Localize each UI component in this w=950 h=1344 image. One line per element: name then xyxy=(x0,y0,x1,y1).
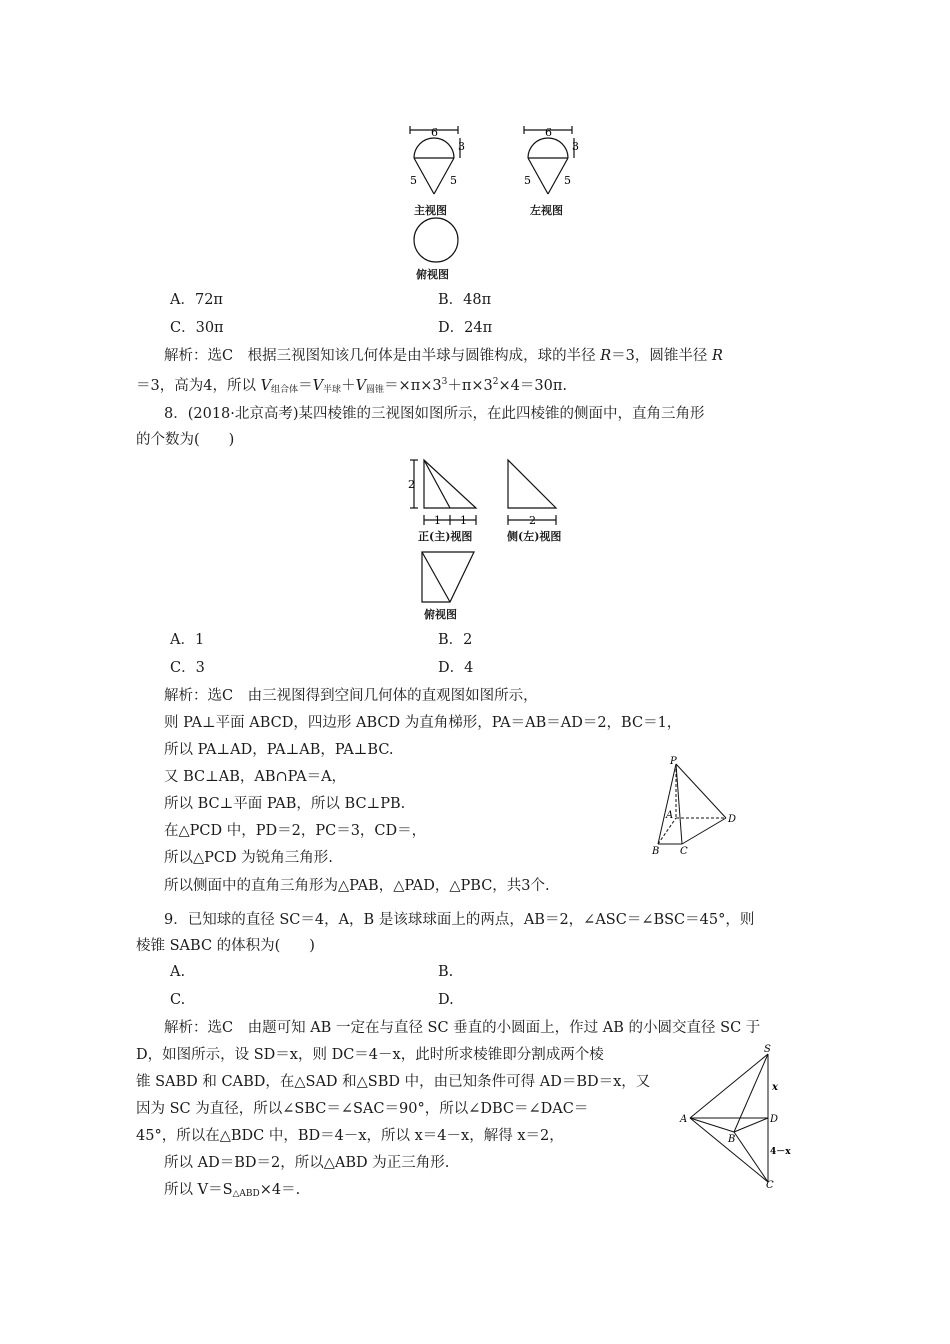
dim-width: 6 xyxy=(431,126,438,139)
q8-solution-line: 在△PCD 中，PD＝2，PC＝3，CD＝， xyxy=(164,823,427,839)
label-4-minus-x: 4－x xyxy=(770,1147,791,1157)
dim-height: 3 xyxy=(572,140,579,153)
q7-front-view xyxy=(402,124,466,202)
q9-solution-line: 所以 AD＝BD＝2，所以△ABD 为正三角形. xyxy=(164,1155,450,1171)
label-d: D xyxy=(770,1114,779,1125)
dim-slant-right: 5 xyxy=(564,174,571,187)
q8-stem-line-2: 的个数为( ) xyxy=(136,432,235,448)
q8-stem-line-1: 8．(2018·北京高考)某四棱锥的三视图如图所示，在此四棱锥的侧面中，直角三角形 xyxy=(164,406,705,422)
dim-slant-left: 5 xyxy=(410,174,417,187)
q9-option-a: A. xyxy=(170,964,186,980)
q7-option-b: B．48π xyxy=(438,292,492,308)
q7-side-caption: 左视图 xyxy=(530,204,563,217)
q8-option-a: A．1 xyxy=(170,632,205,648)
label-p: P xyxy=(670,756,677,767)
q8-top-view xyxy=(420,550,476,604)
label-c: C xyxy=(766,1180,774,1191)
label-x: x xyxy=(772,1082,778,1093)
q7-option-c: C．30π xyxy=(170,320,224,336)
q8-solution-line: 所以 PA⊥AD，PA⊥AB，PA⊥BC. xyxy=(164,742,394,758)
q9-solution-line: D，如图所示，设 SD＝x，则 DC＝4－x，此时所求棱锥即分割成两个棱 xyxy=(136,1047,604,1063)
dim-height-2: 2 xyxy=(408,478,415,491)
q9-option-b: B. xyxy=(438,964,454,980)
q8-solution-line: 解析：选C 由三视图得到空间几何体的直观图如图所示， xyxy=(164,688,538,704)
q8-side-view xyxy=(504,458,564,528)
q7-side-view xyxy=(516,124,580,202)
dim-1a: 1 xyxy=(434,514,441,527)
q9-solution-line: 解析：选C 由题可知 AB 一定在与直径 SC 垂直的小圆面上，作过 AB 的小圆交直径 SC 于 xyxy=(164,1020,761,1036)
label-b: B xyxy=(728,1134,736,1145)
dim-2: 2 xyxy=(529,514,536,527)
q8-solution-line: 所以△PCD 为锐角三角形. xyxy=(164,850,333,866)
label-s: S xyxy=(764,1044,771,1055)
q9-stem-line-2: 棱锥 SABC 的体积为( ) xyxy=(136,938,315,954)
q9-solution-line: 45°，所以在△BDC 中，BD＝4－x，所以 x＝4－x，解得 x＝2， xyxy=(136,1128,564,1144)
q8-front-caption: 正(主)视图 xyxy=(418,530,473,543)
label-a: A xyxy=(680,1114,688,1125)
q9-option-d: D. xyxy=(438,992,454,1008)
label-c: C xyxy=(680,846,688,857)
q8-solution-line: 所以 BC⊥平面 PAB，所以 BC⊥PB. xyxy=(164,796,406,812)
q8-option-c: C．3 xyxy=(170,660,205,676)
label-b: B xyxy=(652,846,660,857)
q8-option-d: D．4 xyxy=(438,660,474,676)
dim-height: 3 xyxy=(458,140,465,153)
dim-slant-right: 5 xyxy=(450,174,457,187)
q9-solution-line: 锥 SABD 和 CABD，在△SAD 和△SBD 中，由已知条件可得 AD＝BD＝x，又 xyxy=(136,1074,651,1090)
q8-pyramid-figure xyxy=(644,756,748,860)
q9-option-c: C. xyxy=(170,992,186,1008)
q7-top-view xyxy=(412,216,460,264)
q9-solution-line: 因为 SC 为直径，所以∠SBC＝∠SAC＝90°，所以∠DBC＝∠DAC＝ xyxy=(136,1101,589,1117)
q7-top-caption: 俯视图 xyxy=(416,268,449,281)
q7-front-caption: 主视图 xyxy=(414,204,447,217)
label-d: D xyxy=(728,814,737,825)
q8-front-view xyxy=(408,458,480,528)
q8-solution-line: 则 PA⊥平面 ABCD，四边形 ABCD 为直角梯形，PA＝AB＝AD＝2，BC＝1， xyxy=(164,715,682,731)
label-a: A xyxy=(666,810,674,821)
q9-volume-line: 所以 $V=S_{\triangle ABD}\times 4=$. xyxy=(164,1182,301,1199)
q7-answer-line-1: 解析：选C 根据三视图知该几何体是由半球与圆锥构成，球的半径 R＝3，圆锥半径 R xyxy=(164,348,723,364)
q8-side-caption: 侧(左)视图 xyxy=(507,530,562,543)
q9-stem-line-1: 9．已知球的直径 SC＝4，A，B 是该球球面上的两点，AB＝2，∠ASC＝∠BSC＝45°，则 xyxy=(164,912,755,928)
q8-option-b: B．2 xyxy=(438,632,473,648)
dim-slant-left: 5 xyxy=(524,174,531,187)
q8-top-caption: 俯视图 xyxy=(424,608,457,621)
dim-width: 6 xyxy=(545,126,552,139)
dim-1b: 1 xyxy=(460,514,467,527)
q8-solution-line: 又 BC⊥AB，AB∩PA＝A， xyxy=(164,769,347,785)
q7-option-a: A．72π xyxy=(170,292,223,308)
q7-answer-line-2: ＝3，高为4，所以 $V_{组合体}=V_{半球}+V_{圆锥}=\times\pi\times 3^3+\pi\times 3^2\times 4=30\pi$. xyxy=(136,377,567,395)
q9-sphere-figure xyxy=(676,1042,791,1191)
q7-option-d: D．24π xyxy=(438,320,493,336)
q8-solution-line: 所以侧面中的直角三角形为△PAB，△PAD，△PBC，共3个. xyxy=(164,878,550,894)
